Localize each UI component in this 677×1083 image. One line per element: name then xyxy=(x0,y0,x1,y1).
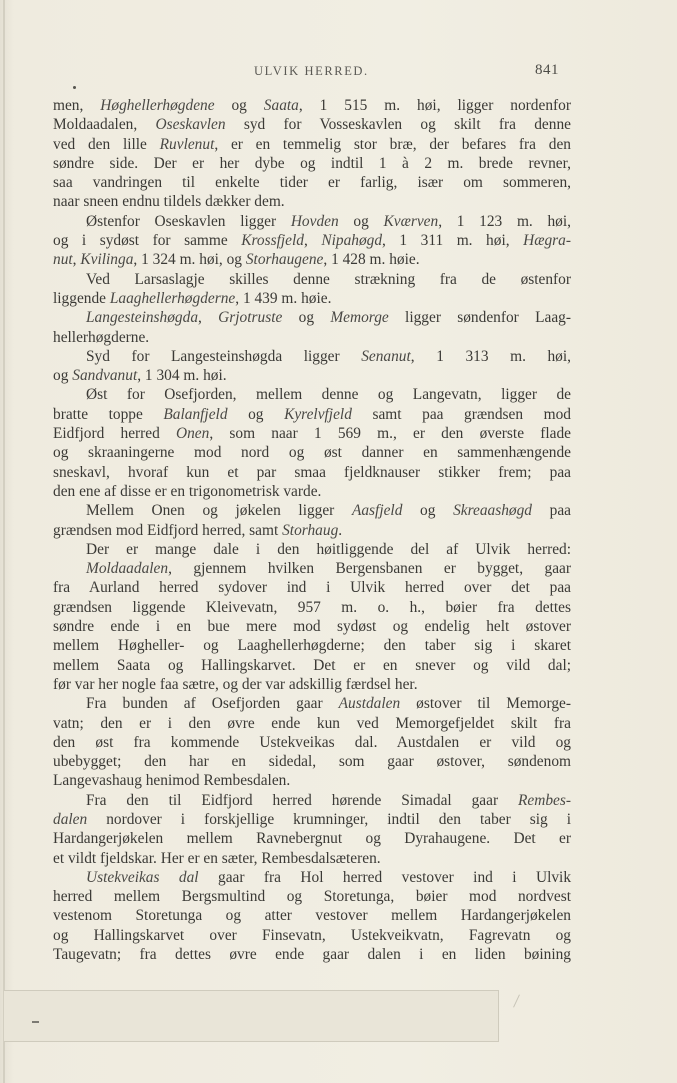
text-run: Ved Larsaslagje skilles denne strækning fra de østenfor xyxy=(86,270,571,288)
italic-name: Saata xyxy=(263,97,299,114)
text-run: og xyxy=(227,405,285,423)
italic-name: Oseskavlen xyxy=(155,116,226,134)
text-run: , 1 515 m. høi, ligger nordenfor xyxy=(298,97,571,114)
binding-edge xyxy=(3,0,5,1083)
text-run: , 1 324 m. høi, og xyxy=(133,251,246,269)
text-run: paa xyxy=(532,502,571,520)
text-line xyxy=(53,945,571,964)
page-number: 841 xyxy=(535,62,559,78)
text-run: sneskavl, hvoraf kun et par smaa fjeldknauser stikker frem; paa xyxy=(53,463,571,481)
italic-name: nut xyxy=(53,251,73,269)
text-run: , 1 428 m. høie. xyxy=(323,251,420,269)
text-run: og Hallingskarvet over Finsevatn, Ustekveikvatn, Fagrevatn og xyxy=(53,926,571,944)
text-run: før var her nogle faa sætre, og der var adskillig færdsel her. xyxy=(53,675,418,693)
text-run: vestenom Storetunga og atter vestover mellem Hardangerjøkelen xyxy=(53,907,571,925)
text-run: søndre side. Der er her dybe og indtil 1 à 2 m. brede revner, xyxy=(53,154,571,172)
text-line xyxy=(53,598,571,617)
text-line xyxy=(53,868,571,887)
text-run: et vildt fjeldskar. Her er en sæter, Rembesdalsæteren. xyxy=(53,849,381,867)
text-run: bratte toppe xyxy=(53,405,164,423)
text-line xyxy=(53,308,571,327)
text-run: . xyxy=(338,521,343,539)
text-line xyxy=(53,733,571,752)
text-run: naar sneen endnu tildels dækker dem. xyxy=(53,193,285,211)
text-run: syd for Vosseskavlen og skilt fra denne xyxy=(225,116,571,134)
text-run: liggende xyxy=(53,289,110,307)
text-line xyxy=(53,96,571,115)
italic-name: Kyrelvfjeld xyxy=(284,405,352,423)
text-run: Fra bunden af Osefjorden gaar xyxy=(86,695,339,713)
text-run: og xyxy=(402,502,454,520)
text-run: den øst fra kommende Ustekveikas dal. Austdalen er vild og xyxy=(53,733,571,751)
text-line xyxy=(53,810,571,829)
text-line xyxy=(53,231,571,250)
text-line xyxy=(53,270,571,289)
text-run: saa vandringen til enkelte tider er farlig, især om sommeren, xyxy=(53,174,571,192)
text-run: men, xyxy=(53,97,101,114)
text-run: Der er mange dale i den høitliggende del af Ulvik herred: xyxy=(86,540,571,558)
text-line xyxy=(53,424,571,443)
italic-name: Sandvanut xyxy=(72,367,138,385)
text-run: Østenfor Oseskavlen ligger xyxy=(86,212,291,230)
text-run: , 1 304 m. høi. xyxy=(137,367,227,385)
text-line xyxy=(53,443,571,462)
text-run: Syd for Langesteinshøgda ligger xyxy=(86,347,362,365)
text-run: søndre ende i en bue mere mod sydøst og endelig helt østover xyxy=(53,618,571,636)
text-line xyxy=(53,366,571,385)
running-title: ULVIK HERRED. xyxy=(254,64,369,78)
text-line xyxy=(53,771,571,790)
text-run: mellem Saata og Hallingskarvet. Det er en snever og vild dal; xyxy=(53,656,571,674)
text-line xyxy=(53,328,571,347)
italic-name: Skreaashøgd xyxy=(453,502,532,520)
text-line xyxy=(53,829,571,848)
text-run: og xyxy=(214,97,264,114)
page-header xyxy=(0,64,677,84)
text-run: , 1 313 m. høi, xyxy=(410,347,572,365)
text-run: samt paa grændsen mod xyxy=(351,405,571,423)
text-line xyxy=(53,501,571,520)
italic-name: Høghellerhøgdene xyxy=(100,97,215,114)
text-line xyxy=(53,482,571,501)
italic-name: Storhaug xyxy=(282,521,339,539)
text-line xyxy=(53,578,571,597)
text-line xyxy=(53,212,571,231)
text-line xyxy=(53,559,571,578)
text-line xyxy=(53,636,571,655)
text-run: ubebygget; den har en sidedal, som gaar østover, søndenom xyxy=(53,753,571,771)
italic-name: Kværven xyxy=(383,212,439,230)
text-line xyxy=(53,540,571,559)
text-line xyxy=(53,154,571,173)
text-line xyxy=(53,926,571,945)
page-corner-fold xyxy=(4,990,499,1042)
italic-name: Storhaugene xyxy=(245,251,324,269)
body-text xyxy=(53,96,571,964)
italic-name: Kvilinga xyxy=(80,251,134,269)
text-run: Taugevatn; fra dettes øvre ende gaar dalen i en liden bøining xyxy=(53,946,571,964)
italic-name: dalen xyxy=(53,810,88,828)
text-run: Langevashaug henimod Rembesdalen. xyxy=(53,772,291,790)
text-run: Moldaadalen, xyxy=(53,116,156,134)
text-run: , som naar 1 569 m., er den øverste flade xyxy=(209,425,571,443)
text-run: vatn; den er i den øvre ende kun ved Memorgefjeldet skilt fra xyxy=(53,714,571,732)
text-line xyxy=(53,656,571,675)
italic-name: Hovden xyxy=(290,212,339,230)
italic-name: Laaghellerhøgderne xyxy=(109,289,236,307)
text-line xyxy=(53,347,571,366)
text-line xyxy=(53,192,571,211)
italic-name: Langesteinshøgda xyxy=(86,309,199,327)
text-run: nordover i forskjellige krumninger, indtil den taber sig i xyxy=(87,810,571,828)
ink-dot xyxy=(73,86,76,89)
text-line xyxy=(53,463,571,482)
text-run: og xyxy=(53,367,73,385)
ink-mark xyxy=(32,1021,39,1023)
text-run: gaar fra Hol herred vestover ind i Ulvik xyxy=(198,868,572,886)
text-run: Fra den til Eidfjord herred hørende Simadal gaar xyxy=(86,791,518,809)
text-run: mellem Høgheller- og Laaghellerhøgderne; den taber sig i skaret xyxy=(53,637,571,655)
text-run: og xyxy=(282,309,331,327)
text-run: , xyxy=(72,251,81,269)
text-run: hellerhøgderne. xyxy=(53,328,150,346)
italic-name: Moldaadalen xyxy=(86,560,169,578)
text-line xyxy=(53,714,571,733)
text-run: den ene af disse er en trigonometrisk varde. xyxy=(53,482,322,500)
text-run: og xyxy=(338,212,384,230)
text-line xyxy=(53,405,571,424)
text-run: , xyxy=(303,232,322,250)
italic-name: Onen xyxy=(176,425,210,443)
italic-name: Aasfjeld xyxy=(351,502,403,520)
italic-name: Ruvlenut xyxy=(159,135,215,153)
italic-name: Grjotruste xyxy=(218,309,283,327)
text-run: og i sydøst for samme xyxy=(53,232,242,250)
text-line xyxy=(53,887,571,906)
text-run: Mellem Onen og jøkelen ligger xyxy=(86,502,352,520)
italic-name: Memorge xyxy=(330,309,389,327)
text-run: , 1 439 m. høie. xyxy=(235,289,332,307)
pencil-mark xyxy=(513,994,520,1007)
text-line xyxy=(53,694,571,713)
text-line xyxy=(53,617,571,636)
italic-name: Austdalen xyxy=(338,695,401,713)
text-run: grændsen liggende Kleivevatn, 957 m. o. h., bøier fra dettes xyxy=(53,598,571,616)
text-run: ved den lille xyxy=(53,135,160,153)
text-run: , 1 311 m. høi, xyxy=(382,232,524,250)
text-run: og skraaningerne mod nord og øst danner en sammenhængende xyxy=(53,444,571,462)
text-run: , er en temmelig stor bræ, der befares fra den xyxy=(214,135,571,153)
text-run: Eidfjord herred xyxy=(53,425,176,443)
text-line xyxy=(53,115,571,134)
text-run: østover til Memorge- xyxy=(400,695,571,713)
text-line xyxy=(53,675,571,694)
text-run: ligger søndenfor Laag- xyxy=(388,309,571,327)
text-line xyxy=(53,173,571,192)
text-line xyxy=(53,849,571,868)
text-line xyxy=(53,752,571,771)
italic-name: Krossfjeld xyxy=(241,232,304,250)
italic-name: Hægra- xyxy=(523,232,571,250)
text-line xyxy=(53,250,571,269)
italic-name: Rembes- xyxy=(518,791,571,809)
text-line xyxy=(53,521,571,540)
italic-name: Senanut xyxy=(361,347,411,365)
text-run: herred mellem Bergsmultind og Storetunga, bøier mod nordvest xyxy=(53,888,571,906)
italic-name: Balanfjeld xyxy=(163,405,228,423)
text-run: , xyxy=(198,309,219,327)
italic-name: Ustekveikas dal xyxy=(86,868,199,886)
text-run: Øst for Osefjorden, mellem denne og Langevatn, ligger de xyxy=(86,386,571,404)
italic-name: Nipahøgd xyxy=(321,232,383,250)
text-line xyxy=(53,791,571,810)
text-line xyxy=(53,289,571,308)
text-line xyxy=(53,135,571,154)
text-line xyxy=(53,906,571,925)
text-run: grændsen mod Eidfjord herred, samt xyxy=(53,521,283,539)
text-run: , 1 123 m. høi, xyxy=(438,212,571,230)
text-run: Hardangerjøkelen mellem Ravnebergnut og Dyrahaugene. Det er xyxy=(53,830,571,848)
text-line xyxy=(53,385,571,404)
text-run: , gjennem hvilken Bergensbanen er bygget, gaar xyxy=(168,560,571,578)
text-run: fra Aurland herred sydover ind i Ulvik herred over det paa xyxy=(53,579,571,597)
